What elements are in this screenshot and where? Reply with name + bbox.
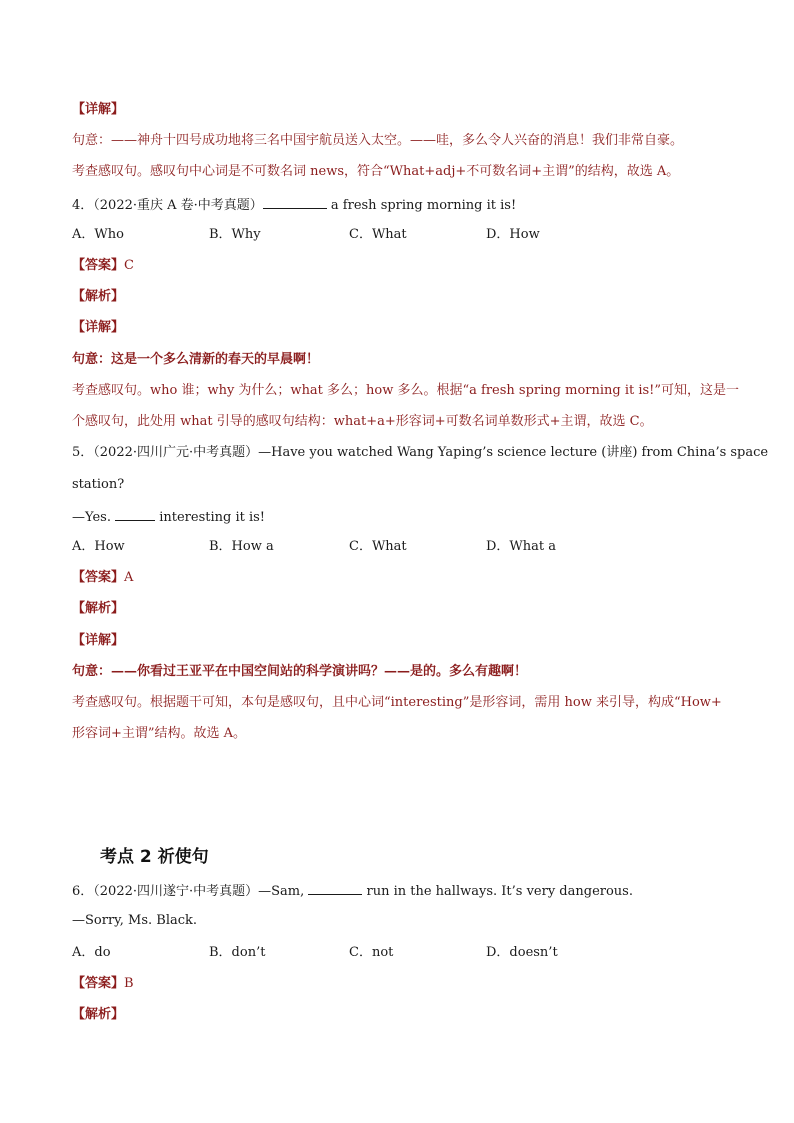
question-6-stem — [72, 880, 734, 902]
analysis-tag: 【解析】 — [72, 289, 125, 304]
analysis-line: 考查感叹句。感叹句中心词是不可数名词 news，符合“What+adj+不可数名词+主谓”的结构，故选 A。 — [72, 164, 680, 179]
analysis-line: 形容词+主谓”结构。故选 A。 — [72, 726, 247, 741]
analysis-line: 考查感叹句。who 谁；why 为什么；what 多么；how 多么。根据“a fresh spring morning it is!”可知，这是一 — [72, 383, 740, 398]
answer-value: C — [124, 258, 134, 273]
answer-row — [72, 974, 734, 994]
meaning-line: 句意：这是一个多么清新的春天的早晨啊！ — [72, 352, 320, 367]
reply-prefix: —Yes. — [72, 510, 116, 525]
answer-tag: 【答案】 — [72, 258, 125, 273]
question-5-text: —Have you watched Wang Yaping’s science lecture (讲座) from China’s space — [258, 445, 769, 460]
answer-value: A — [124, 570, 134, 585]
option-b: B．How a — [209, 539, 274, 554]
analysis-line: 个感叹句，此处用 what 引导的感叹句结构：what+a+形容词+可数名词单数形式+主谓，故选 C。 — [72, 414, 653, 429]
question-6-reply: —Sorry, Ms. Black. — [72, 913, 198, 928]
question-5-reply — [72, 506, 734, 528]
analysis-tag: 【解析】 — [72, 1007, 125, 1022]
option-b: B．don’t — [209, 945, 266, 960]
answer-row — [72, 256, 734, 276]
detail-tag: 【详解】 — [72, 102, 125, 117]
question-5-source: 5．（2022·四川广元·中考真题） — [72, 445, 259, 460]
meaning-line: 句意：——你看过王亚平在中国空间站的科学演讲吗？——是的。多么有趣啊！ — [72, 664, 528, 679]
option-d: D．doesn’t — [486, 945, 558, 960]
detail-tag: 【详解】 — [72, 633, 125, 648]
stem-part: run in the hallways. It’s very dangerous. — [362, 884, 633, 899]
option-d: D．What a — [486, 539, 557, 554]
question-4-stem — [72, 194, 734, 216]
option-d: D．How — [486, 227, 540, 242]
answer-blank — [115, 506, 155, 521]
question-5-stem-cont: station? — [72, 477, 125, 492]
analysis-tag: 【解析】 — [72, 601, 125, 616]
option-b: B．Why — [209, 227, 261, 242]
answer-tag: 【答案】 — [72, 976, 125, 991]
analysis-line: 考查感叹句。根据题干可知，本句是感叹句，且中心词“interesting”是形容词，需用 how 来引导，构成“How+ — [72, 695, 722, 710]
answer-value: B — [124, 976, 134, 991]
option-a: A．do — [72, 945, 111, 960]
question-5-stem — [72, 443, 769, 463]
option-a: A．Who — [72, 227, 124, 242]
option-c: C．not — [349, 945, 394, 960]
answer-tag: 【答案】 — [72, 570, 125, 585]
reply-suffix: interesting it is! — [155, 510, 266, 525]
answer-row — [72, 568, 734, 588]
question-4-source: 4．（2022·重庆 A 卷·中考真题） — [72, 198, 263, 213]
answer-blank — [263, 194, 327, 209]
section-heading: 考点 2 祈使句 — [100, 847, 209, 867]
meaning-line: 句意：——神舟十四号成功地将三名中国宇航员送入太空。——哇，多么令人兴奋的消息！我们非常自豪。 — [72, 133, 684, 148]
question-6-source: 6．（2022·四川遂宁·中考真题） — [72, 884, 259, 899]
question-4-text: a fresh spring morning it is! — [326, 198, 517, 213]
option-c: C．What — [349, 227, 407, 242]
option-c: C．What — [349, 539, 407, 554]
answer-blank — [308, 880, 362, 895]
stem-part: —Sam, — [258, 884, 309, 899]
option-a: A．How — [72, 539, 125, 554]
detail-tag: 【详解】 — [72, 320, 125, 335]
